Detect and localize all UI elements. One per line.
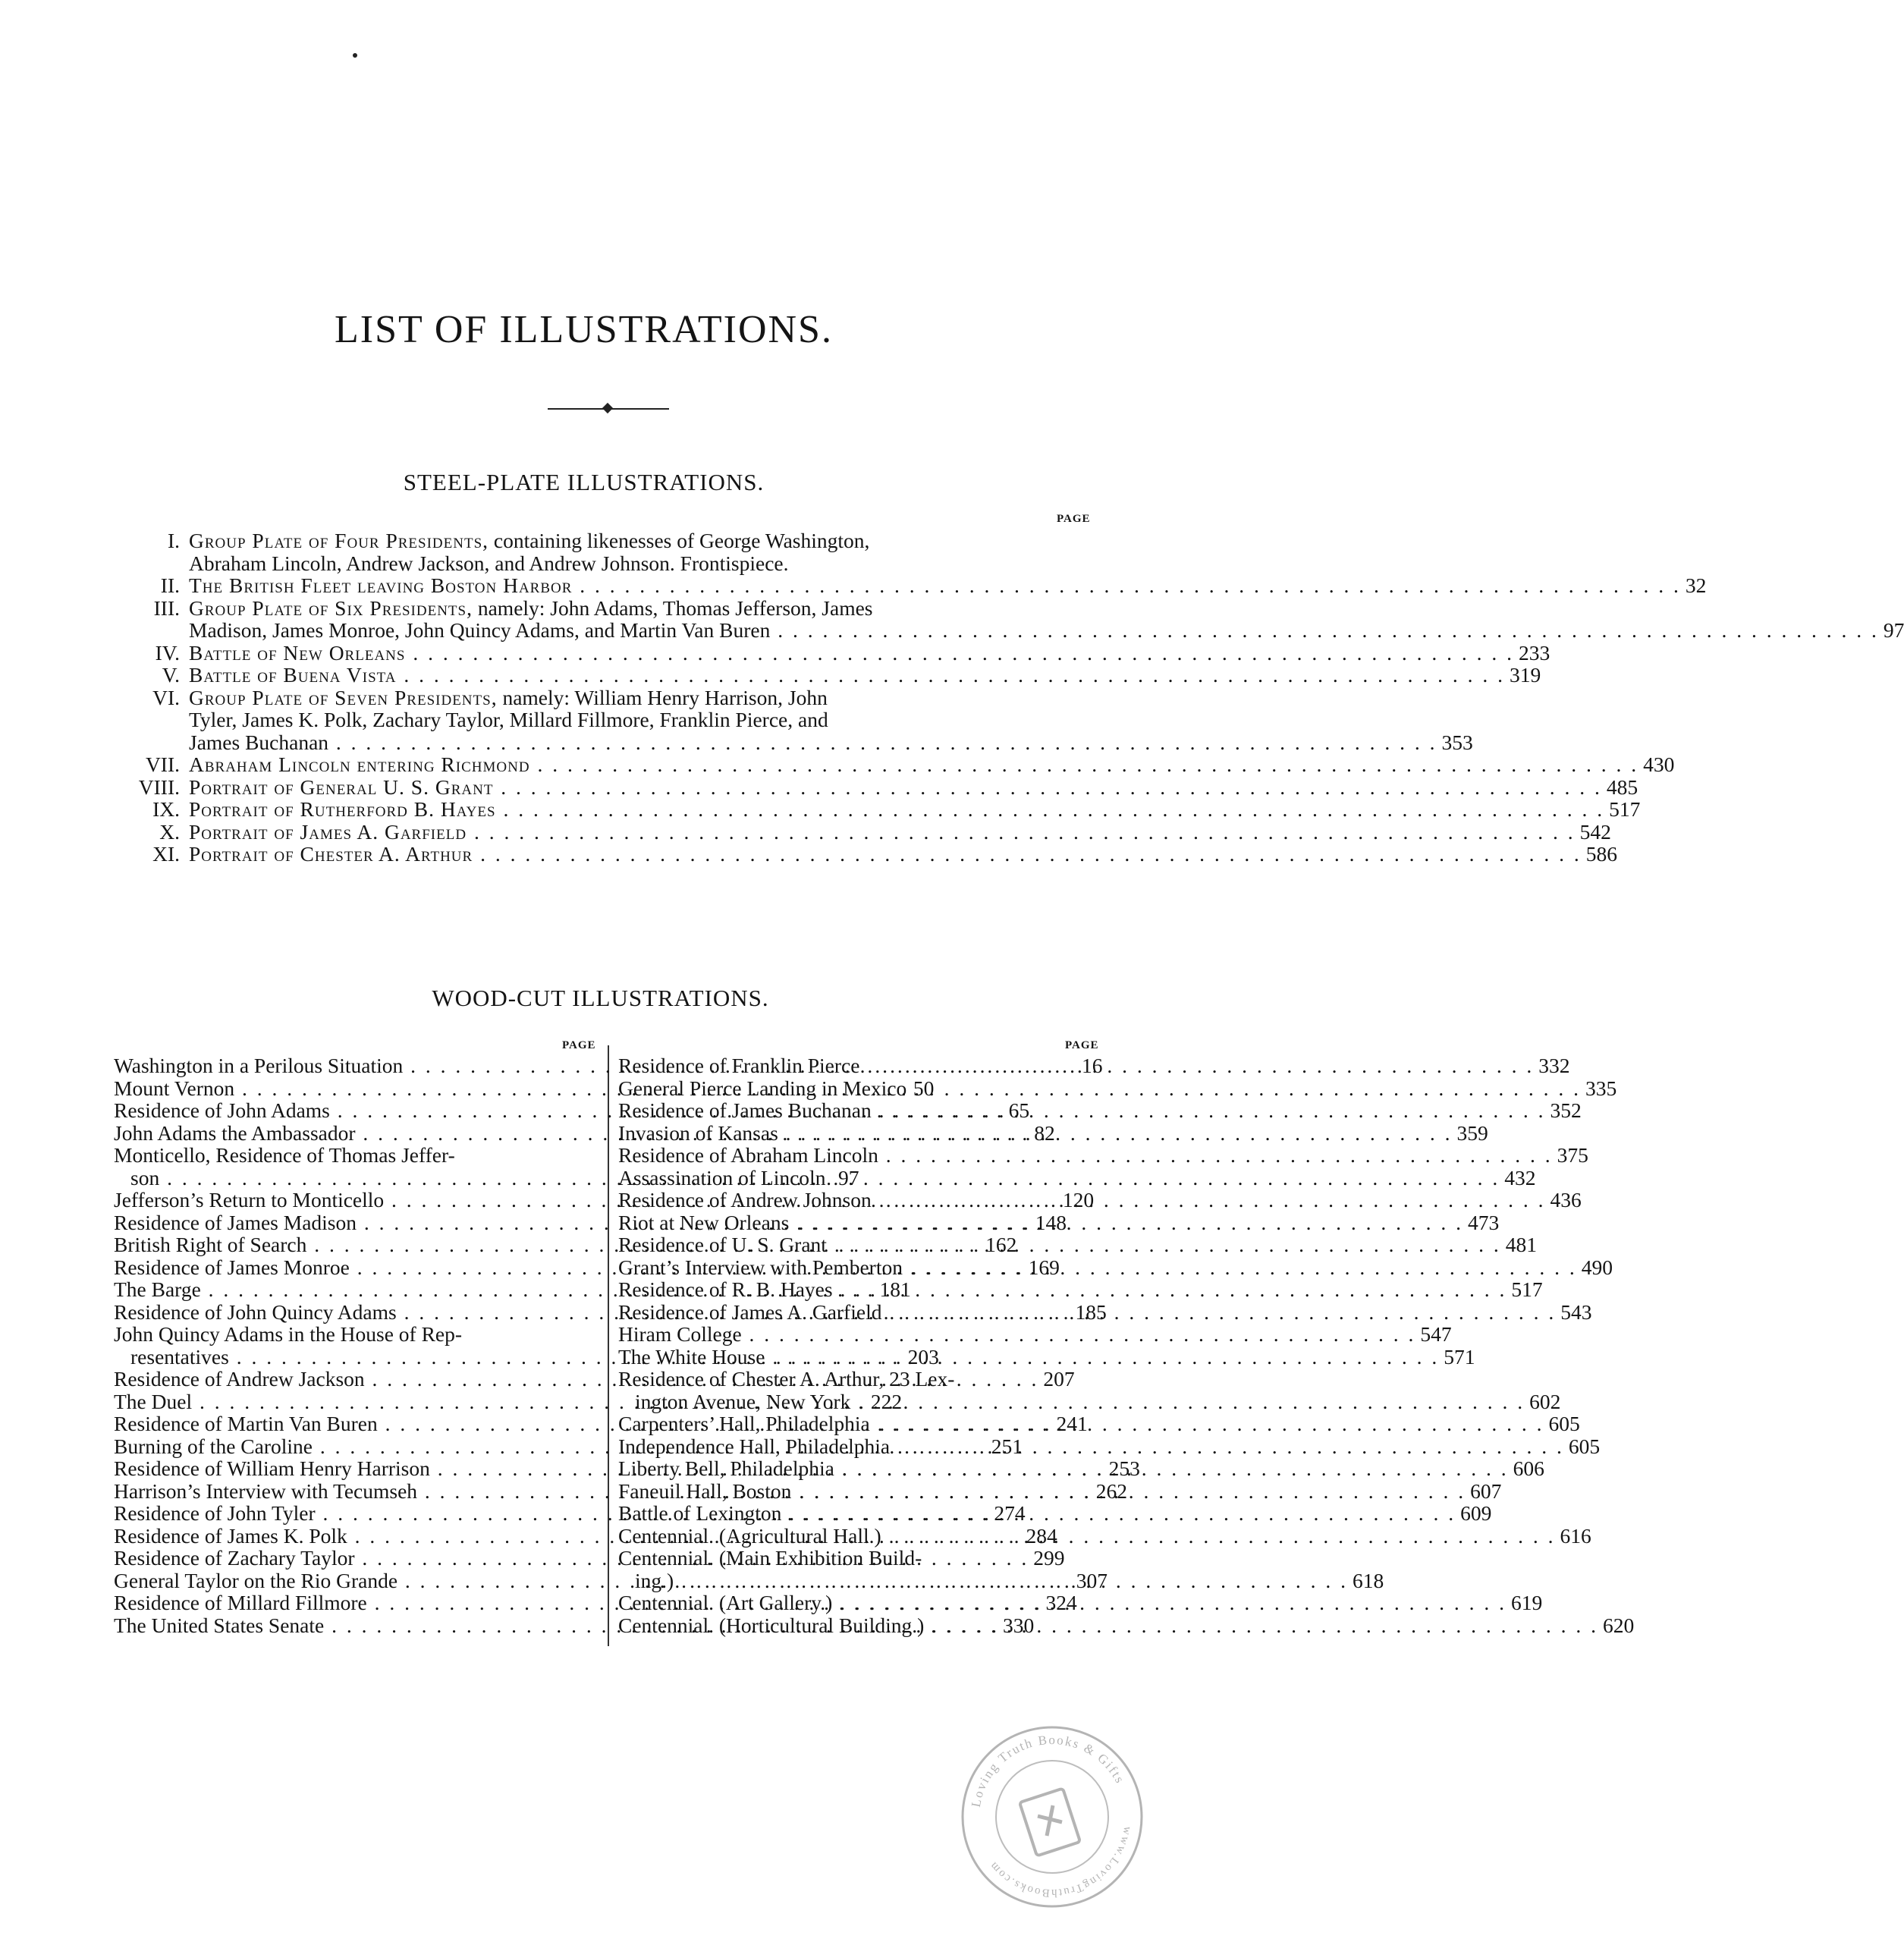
plate-line-text: [189, 776, 1602, 799]
plate-number: IV.: [155, 640, 180, 665]
plate-line: [189, 776, 1638, 799]
page-number: 481: [1505, 1233, 1537, 1256]
plate-title-caps: Portrait of Chester A. Arthur: [189, 842, 473, 866]
page-number: 307: [1076, 1568, 1108, 1592]
entry-line: [618, 1210, 1500, 1234]
entry-title: John Adams the Ambassador . . .: [114, 1122, 1029, 1145]
page-number: 375: [1557, 1143, 1588, 1167]
page-number: 619: [1511, 1591, 1543, 1614]
plate-line-text: [189, 642, 1514, 665]
page-number: 299: [1033, 1546, 1065, 1570]
entry-title: Residence of Chester A. Arthur, 23 Lex-: [618, 1367, 955, 1391]
plate-number: IX.: [152, 797, 180, 821]
entry-title: Hiram College . . .: [618, 1323, 1415, 1346]
page-number: 32: [1685, 573, 1707, 597]
woodcut-entry: [618, 1120, 1488, 1145]
plate-line: [189, 664, 1541, 687]
entry-title: Carpenters’ Hall, Philadelphia . . .: [618, 1413, 1544, 1435]
steel-plate-entry: [133, 819, 1611, 844]
entry-title: Centennial. (Horticultural Building.) . . .: [618, 1614, 1598, 1637]
plate-line-body: Tyler, James K. Polk, Zachary Taylor, Millard Fillmore, Franklin Pierce, and: [189, 708, 828, 731]
plate-title-caps: Group Plate of Four Presidents,: [189, 529, 489, 552]
plate-title-caps: Battle of New Orleans: [189, 640, 406, 665]
plate-line: [189, 597, 1904, 620]
page-number: 169: [1028, 1255, 1060, 1279]
page-number: 50: [913, 1076, 935, 1100]
entry-title: Centennial. (Agricultural Hall.) . . .: [618, 1525, 1555, 1548]
page-number: 517: [1609, 797, 1641, 821]
page-number: 253: [1108, 1456, 1140, 1480]
entry-line: [618, 1143, 1588, 1167]
entry-title: Residence of Millard Fillmore . . .: [114, 1592, 1042, 1614]
plate-line: [189, 753, 1674, 776]
plate-line: [189, 798, 1640, 821]
plate-line-text: [189, 843, 1582, 866]
plate-line: [189, 552, 1102, 575]
plate-number: III.: [153, 595, 180, 620]
page-number: 517: [1511, 1277, 1543, 1301]
page-number: 606: [1513, 1456, 1544, 1480]
page-number: 353: [1441, 730, 1473, 754]
page-number: 222: [870, 1389, 903, 1413]
plate-description: [189, 843, 1617, 866]
entry-title: Residence of James Monroe . . .: [114, 1256, 1024, 1279]
plate-number: VII.: [145, 753, 180, 776]
entry-line: [618, 1076, 1617, 1100]
plate-line: [189, 731, 1473, 754]
bible-cross-seal-icon: [1020, 1789, 1080, 1856]
page-number: 65: [1008, 1098, 1030, 1122]
woodcut-entry: [618, 1076, 1617, 1100]
page-number: 181: [879, 1277, 911, 1301]
plate-line-text: [189, 664, 1505, 687]
steel-plate-entry: [133, 797, 1641, 821]
plate-line: [189, 529, 1102, 552]
plate-number: V.: [162, 663, 180, 687]
woodcut-right-page-label: PAGE: [1065, 1039, 1099, 1051]
title-ornament-divider: [548, 404, 669, 414]
page-number: 359: [1456, 1120, 1488, 1145]
plate-title-caps: Portrait of Rutherford B. Hayes: [189, 797, 496, 821]
steel-plate-entry: [133, 842, 1617, 866]
page-number: 97: [1883, 618, 1904, 642]
plate-title-caps: Group Plate of Seven Presidents,: [189, 685, 498, 709]
plate-line-body: containing likenesses of George Washington,: [489, 529, 870, 552]
plate-description: [189, 776, 1638, 799]
steel-plate-entry: [133, 685, 1473, 754]
entry-title: Residence of U. S. Grant . . .: [618, 1233, 1501, 1256]
entry-title: son . . .: [130, 1167, 834, 1189]
entry-title: Liberty Bell, Philadelphia . . .: [618, 1457, 1509, 1480]
plate-description: [189, 664, 1541, 687]
steel-plate-entry: [133, 640, 1551, 665]
page-number: 324: [1045, 1591, 1077, 1614]
plate-description: [189, 798, 1640, 821]
woodcut-entry: [618, 1299, 1592, 1324]
page-number: 207: [1043, 1367, 1075, 1391]
page-number: 616: [1560, 1523, 1591, 1548]
page-number: 436: [1550, 1188, 1582, 1211]
plate-description: [189, 753, 1674, 776]
entry-title: Residence of James A. Garfield . . .: [618, 1301, 1556, 1324]
entry-title: Residence of Andrew Johnson . . .: [618, 1189, 1546, 1211]
page-number: 319: [1509, 663, 1541, 687]
page-number: 332: [1538, 1054, 1570, 1077]
woodcut-entry: [618, 1054, 1570, 1077]
page-number: 605: [1548, 1412, 1580, 1435]
woodcut-entry: [618, 1322, 1452, 1346]
page-number: 335: [1585, 1076, 1617, 1100]
plate-number: II.: [160, 573, 180, 597]
entry-line: [618, 1613, 1635, 1637]
page-title: LIST OF ILLUSTRATIONS.: [335, 308, 833, 351]
entry-title: Independence Hall, Philadelphia . . .: [618, 1435, 1564, 1458]
page-number: 543: [1560, 1299, 1592, 1324]
entry-title: Washington in a Perilous Situation . . .: [114, 1054, 1077, 1077]
steel-plate-entry: [133, 663, 1541, 687]
plate-description: [189, 529, 1102, 574]
page-number: 571: [1444, 1344, 1475, 1369]
entry-title: Residence of James Madison . . .: [114, 1211, 1031, 1234]
plate-line-text: [189, 552, 788, 575]
entry-line: [618, 1368, 1104, 1391]
plate-line: [189, 843, 1617, 866]
page-number: 203: [907, 1344, 939, 1369]
page-number: 602: [1529, 1389, 1561, 1413]
woodcut-entry: [618, 1523, 1591, 1548]
entry-line: [114, 1323, 599, 1346]
entry-title: Residence of Abraham Lincoln . . .: [618, 1144, 1553, 1167]
plate-description: [189, 821, 1611, 844]
entry-title: John Quincy Adams in the House of Rep-: [114, 1322, 463, 1346]
page-number: 432: [1504, 1165, 1536, 1189]
woodcut-entry: [618, 1412, 1580, 1435]
entry-title: General Pierce Landing in Mexico . . .: [618, 1077, 1581, 1100]
steel-plate-entry: [133, 595, 1904, 642]
entry-line: [618, 1389, 1561, 1413]
entry-title: Centennial. (Main Exhibition Build-: [618, 1546, 922, 1570]
page-number: 16: [1082, 1054, 1103, 1077]
plate-description: [189, 597, 1904, 642]
page-number: 274: [994, 1501, 1026, 1525]
plate-title-caps: The British Fleet leaving Boston Harbor: [189, 573, 573, 597]
entry-title: The United States Senate . . .: [114, 1614, 998, 1637]
plate-line-text: [189, 619, 1879, 642]
page-number: 430: [1643, 753, 1675, 776]
entry-title: Centennial. (Art Gallery.) . . .: [618, 1592, 1507, 1614]
entry-line: [114, 1144, 599, 1167]
plate-description: [189, 642, 1550, 665]
entry-title: Battle of Lexington . . .: [618, 1502, 1456, 1525]
entry-title: Residence of John Adams . . .: [114, 1099, 1004, 1122]
entry-line: [618, 1120, 1488, 1145]
entry-line: [618, 1322, 1452, 1346]
entry-line: [618, 1412, 1580, 1435]
woodcut-entry: [618, 1613, 1635, 1637]
page-number: 284: [1026, 1523, 1057, 1548]
steel-plate-entry: [133, 775, 1639, 799]
page-number: 473: [1468, 1210, 1500, 1234]
entry-line: [618, 1299, 1592, 1324]
plate-line-text: [189, 753, 1639, 776]
woodcut-entry: [618, 1434, 1601, 1458]
entry-line: [618, 1501, 1492, 1525]
page-number: 262: [1095, 1478, 1128, 1503]
page-number: 120: [1062, 1188, 1095, 1211]
plate-description: [189, 687, 1473, 754]
entry-title: Residence of Andrew Jackson . . .: [114, 1368, 1038, 1391]
woodcut-entry: [618, 1344, 1475, 1369]
plate-line-text: [189, 821, 1576, 844]
entry-line: [618, 1434, 1601, 1458]
entry-title: The White House . . .: [618, 1346, 1439, 1369]
plate-title-caps: Portrait of James A. Garfield: [189, 819, 467, 844]
plate-line: [189, 687, 1473, 709]
plate-line: [189, 574, 1706, 597]
plate-title-caps: Battle of Buena Vista: [189, 663, 397, 687]
woodcut-entry: [618, 1591, 1543, 1614]
page-number: 352: [1550, 1098, 1582, 1122]
page-number: 241: [1056, 1412, 1088, 1435]
entry-line: [618, 1523, 1591, 1548]
page-number: 162: [985, 1233, 1017, 1256]
page-number: 605: [1568, 1434, 1601, 1458]
page-number: 251: [991, 1434, 1023, 1458]
entry-line: [618, 1591, 1543, 1614]
woodcut-entry: [618, 1165, 1536, 1189]
plate-line: [189, 821, 1611, 844]
plate-line-text: [189, 574, 1681, 597]
plate-line-body: namely: William Henry Harrison, John: [497, 685, 828, 709]
woodcut-left-page-label: PAGE: [562, 1039, 596, 1051]
steel-plate-entry: [133, 529, 1102, 574]
stray-ink-dot: [353, 53, 357, 58]
page-number: 547: [1420, 1322, 1452, 1346]
entry-line: [618, 1255, 1613, 1279]
entry-title: resentatives . . .: [130, 1346, 903, 1369]
plate-number: I.: [167, 529, 180, 552]
plate-line-text: [189, 798, 1604, 821]
stamp-text-top: Loving Truth Books & Gifts: [968, 1732, 1128, 1808]
plate-number: XI.: [152, 842, 180, 866]
page-number: 97: [837, 1165, 859, 1189]
plate-line-body: Abraham Lincoln, Andrew Jackson, and Andrew Johnson. Frontispiece.: [189, 551, 789, 575]
woodcut-entry: [618, 1546, 1384, 1592]
woodcut-entry: [618, 1277, 1543, 1301]
woodcut-entry: [618, 1255, 1613, 1279]
entry-title: The Duel . . .: [114, 1391, 866, 1413]
plate-line-body: namely: John Adams, Thomas Jefferson, James: [472, 595, 873, 620]
steel-plate-list: [133, 529, 1904, 866]
page-number: 330: [1002, 1613, 1035, 1637]
entry-line: [618, 1054, 1570, 1077]
entry-title: ing.) . . .: [635, 1570, 1348, 1592]
page-number: 542: [1579, 819, 1611, 844]
page-number: 618: [1352, 1568, 1384, 1592]
entry-title: Residence of Zachary Taylor . . .: [114, 1547, 1029, 1570]
entry-title: Riot at New Orleans . . .: [618, 1211, 1463, 1234]
plate-line: [189, 642, 1550, 665]
plate-title-caps: Abraham Lincoln entering Richmond: [189, 753, 530, 776]
page-number: 82: [1034, 1120, 1055, 1145]
entry-title: The Barge . . .: [114, 1278, 875, 1301]
entry-title: Faneuil Hall, Boston . . .: [618, 1480, 1466, 1503]
entry-title: Residence of R. B. Hayes . . .: [618, 1278, 1507, 1301]
entry-title: General Taylor on the Rio Grande . . .: [114, 1570, 1072, 1592]
entry-line: [618, 1547, 1104, 1570]
page-number: 485: [1606, 775, 1639, 799]
steel-plate-entry: [133, 753, 1675, 776]
plate-line: [189, 619, 1904, 642]
plate-number: VIII.: [138, 775, 180, 799]
entry-title: Monticello, Residence of Thomas Jeffer-: [114, 1143, 455, 1167]
stamp-text-side: www.LovingTruthBooks.com: [986, 1825, 1134, 1900]
page-number: 148: [1035, 1210, 1067, 1234]
entry-title: Residence of James Buchanan . . .: [618, 1099, 1545, 1122]
plate-description: [189, 574, 1706, 597]
woodcut-entry: [618, 1501, 1492, 1525]
woodcut-section-heading: WOOD-CUT ILLUSTRATIONS.: [432, 985, 769, 1011]
page-number: 490: [1581, 1255, 1613, 1279]
entry-title: Burning of the Caroline . . .: [114, 1435, 987, 1458]
plate-title-caps: Group Plate of Six Presidents,: [189, 595, 473, 620]
woodcut-entry: [618, 1367, 1561, 1413]
entry-title: Residence of John Tyler . . .: [114, 1502, 989, 1525]
plate-line-text: [189, 731, 1437, 754]
entry-title: Residence of James K. Polk . . .: [114, 1525, 1022, 1548]
svg-text:www.LovingTruthBooks.com: [987, 1825, 1133, 1899]
entry-title: Mount Vernon . . .: [114, 1077, 909, 1100]
entry-title: Harrison’s Interview with Tecumseh . . .: [114, 1480, 1092, 1503]
plate-number: VI.: [152, 685, 180, 709]
entry-title: Residence of Martin Van Buren . . .: [114, 1413, 1052, 1435]
entry-title: Residence of John Quincy Adams . . .: [114, 1301, 1070, 1324]
plate-line-text: [189, 709, 828, 731]
seal-stamp: [957, 1722, 1147, 1912]
plate-line: [189, 709, 1473, 731]
plate-line-text: [189, 687, 828, 709]
entry-line: [618, 1568, 1384, 1592]
entry-title: Invasion of Kansas . . .: [618, 1122, 1453, 1145]
plate-line-text: [189, 597, 873, 620]
entry-title: British Right of Search . . .: [114, 1233, 981, 1256]
page-number: 609: [1460, 1501, 1492, 1525]
woodcut-entry: [618, 1188, 1582, 1211]
woodcut-entry: [618, 1233, 1537, 1256]
woodcut-entry: [618, 1143, 1588, 1167]
entry-title: Residence of William Henry Harrison . . .: [114, 1457, 1104, 1480]
entry-line: [618, 1233, 1537, 1256]
page-number: 620: [1603, 1613, 1635, 1637]
page-number: 233: [1518, 640, 1551, 665]
woodcut-entry: [618, 1098, 1582, 1122]
entry-line: [618, 1344, 1475, 1369]
ornament-diamond-icon: [602, 403, 613, 413]
plate-line-body: James Buchanan: [189, 730, 329, 754]
entry-title: Residence of Franklin Pierce . . .: [618, 1054, 1534, 1077]
plate-line-body: Madison, James Monroe, John Quincy Adams, and Martin Van Buren: [189, 618, 771, 642]
steel-page-column-label: PAGE: [1057, 513, 1091, 525]
steel-plate-entry: [133, 573, 1707, 597]
entry-title: ington Avenue, New York . . .: [635, 1391, 1525, 1413]
page-number: 607: [1470, 1478, 1502, 1503]
plate-number: X.: [159, 819, 180, 844]
woodcut-entry: [618, 1210, 1500, 1234]
page-number: 185: [1075, 1299, 1107, 1324]
page-number: 586: [1585, 842, 1617, 866]
entry-line: [618, 1277, 1543, 1301]
plate-line-text: [189, 529, 869, 552]
entry-line: [618, 1098, 1582, 1122]
plate-title-caps: Portrait of General U. S. Grant: [189, 775, 494, 799]
entry-title: Grant’s Interview with Pemberton . . .: [618, 1256, 1577, 1279]
entry-title: Jefferson’s Return to Monticello . . .: [114, 1189, 1058, 1211]
steel-section-heading: STEEL-PLATE ILLUSTRATIONS.: [403, 469, 765, 495]
entry-title: Assassination of Lincoln . . .: [618, 1167, 1500, 1189]
entry-line: [618, 1165, 1536, 1189]
entry-line: [618, 1188, 1582, 1211]
